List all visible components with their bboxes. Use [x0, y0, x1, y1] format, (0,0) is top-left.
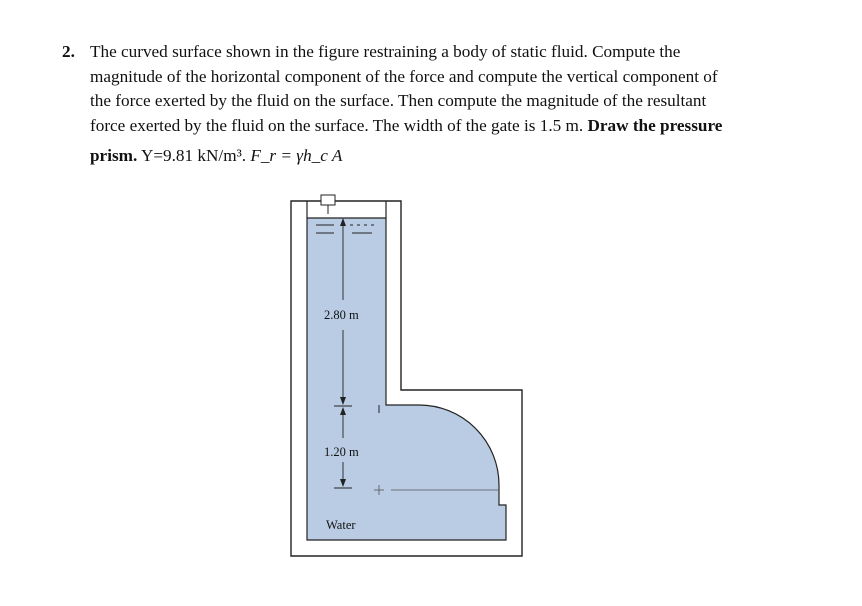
problem-line-1: The curved surface shown in the figure restraining a body of static fluid. Compute the — [90, 42, 681, 61]
water-region — [307, 218, 506, 540]
problem-line-2: magnitude of the horizontal component of the force and compute the vertical component of — [90, 66, 718, 86]
formula: F_r = γh_c A — [250, 146, 343, 165]
problem-line-3: the force exerted by the fluid on the surface. Then compute the magnitude of the resultant — [90, 91, 707, 110]
dimension-upper-label: 2.80 m — [324, 308, 359, 322]
dimension-lower-label: 1.20 m — [324, 445, 359, 459]
problem-number: 2. — [62, 42, 75, 61]
specific-weight: Y=9.81 kN/m³. — [140, 146, 247, 165]
vent-icon — [321, 195, 335, 205]
water-label: Water — [326, 518, 356, 532]
instruction-bold-end: prism. — [90, 146, 138, 165]
instruction-bold: Draw the pressure — [587, 115, 723, 135]
problem-line-4-text: force exerted by the fluid on the surface. The width of the gate is 1.5 m. — [90, 115, 584, 135]
